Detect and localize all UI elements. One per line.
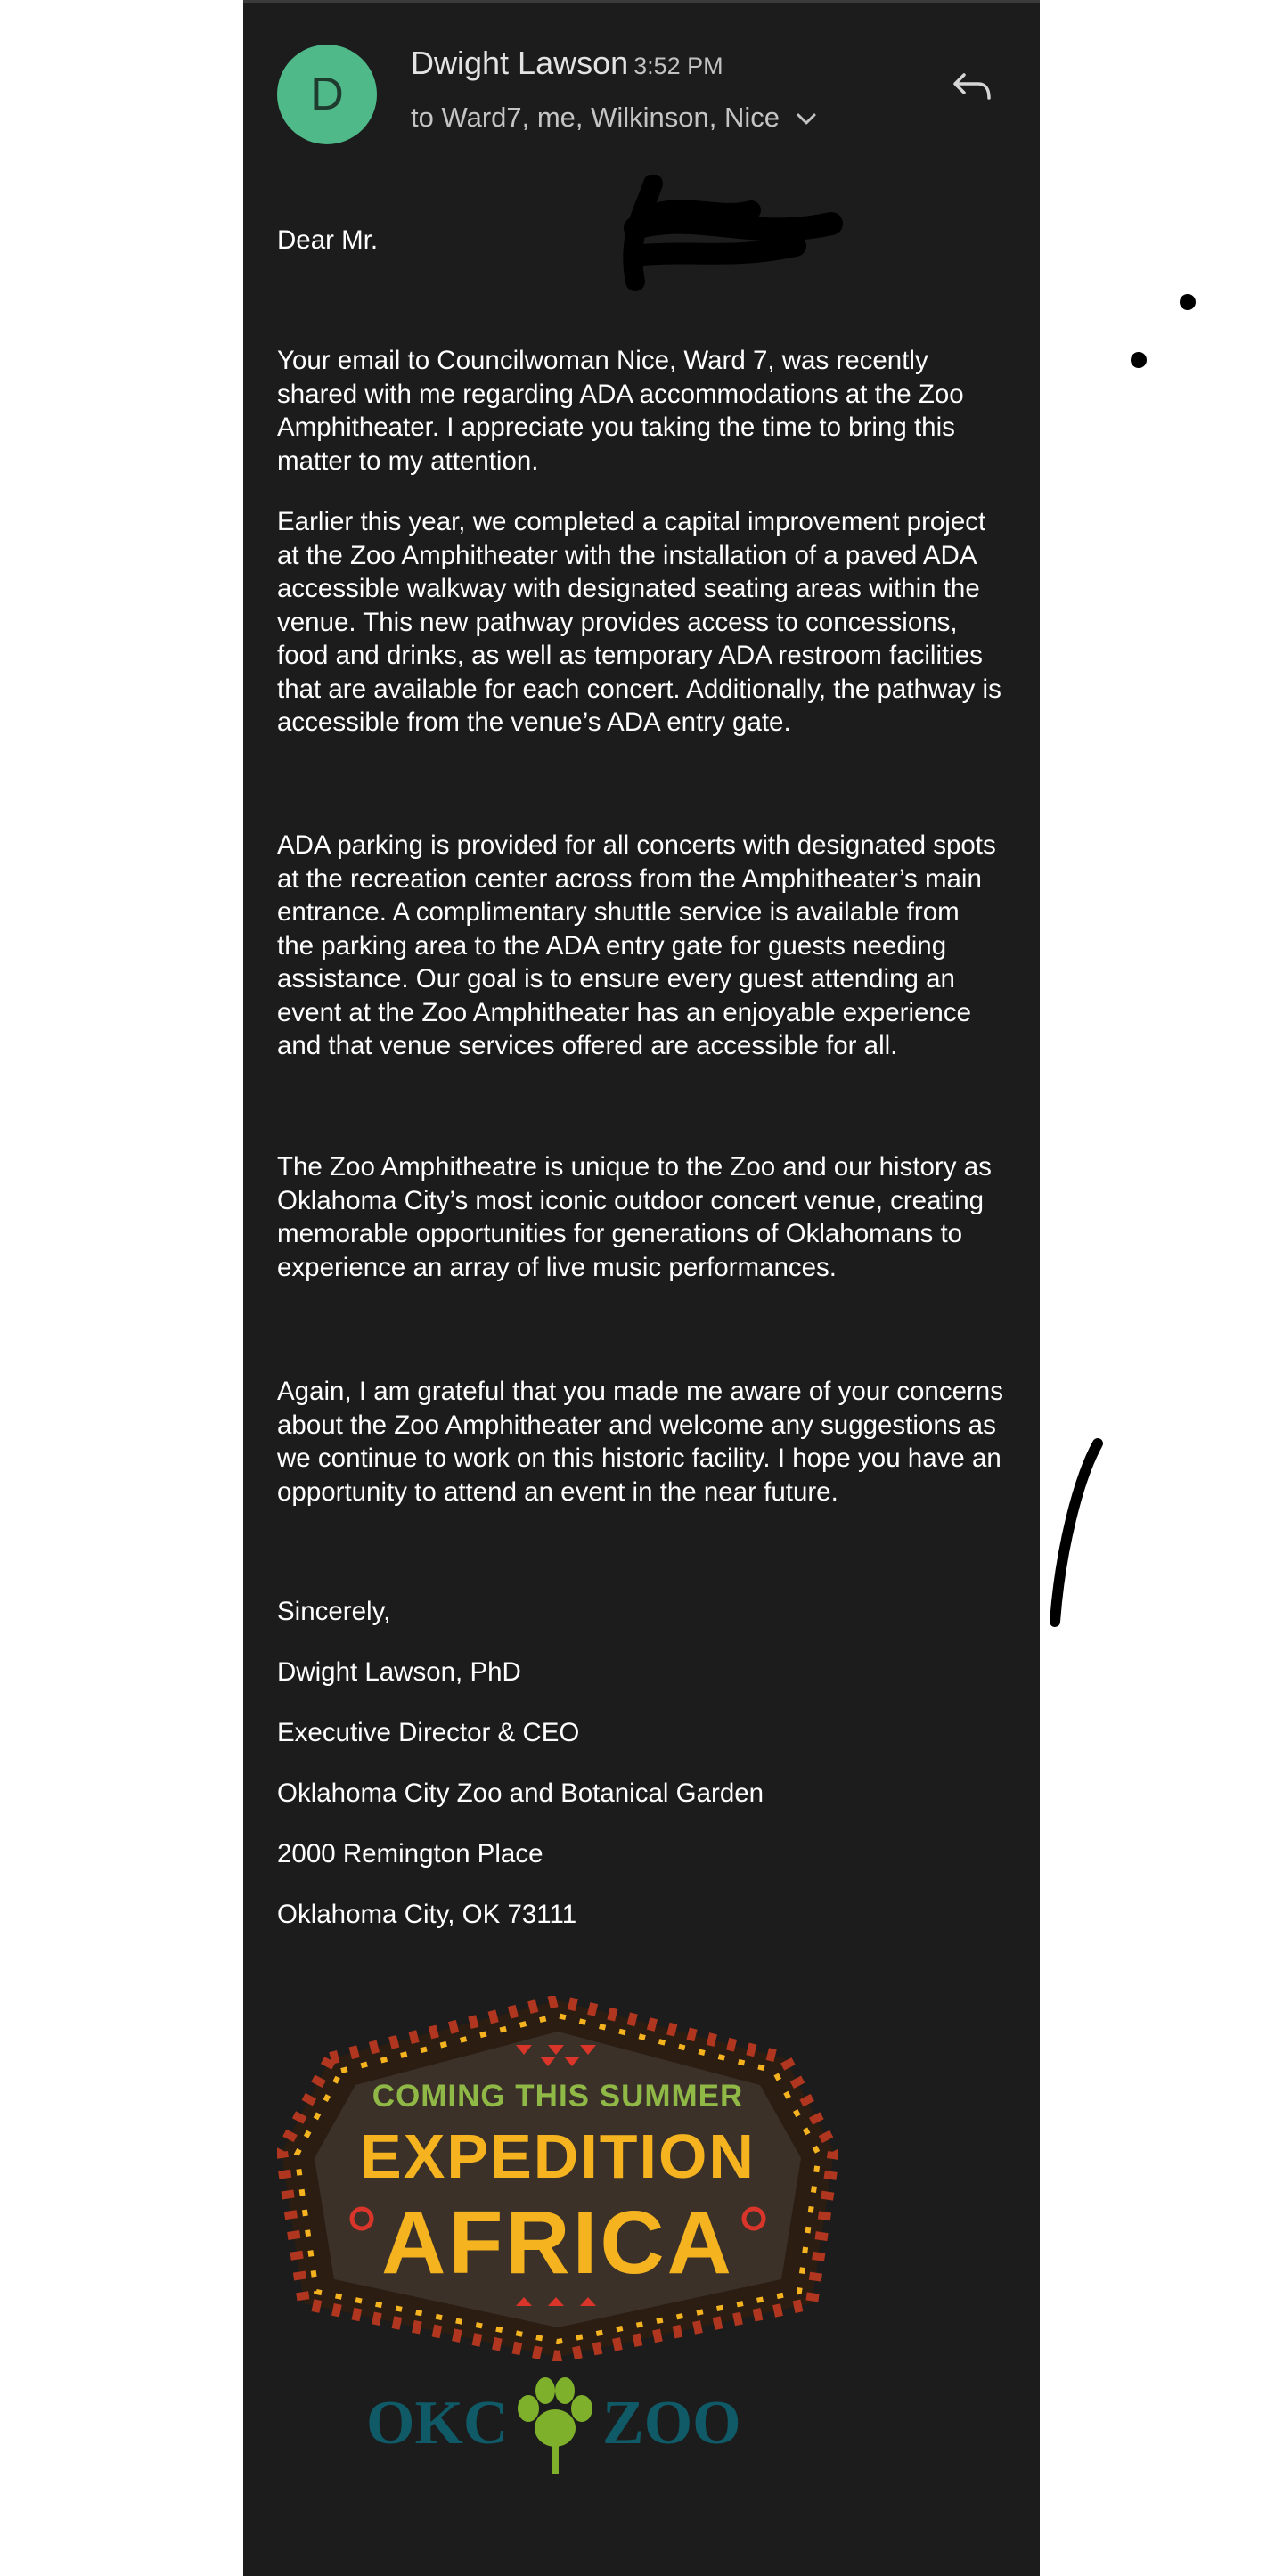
okc-zoo-wordmark-okc: OKC [366,2389,509,2457]
okc-zoo-wordmark-zoo: ZOO [602,2389,741,2457]
reply-icon[interactable] [952,71,993,103]
message-time: 3:52 PM [633,53,723,79]
ink-dot [1131,352,1147,368]
signature-org: Oklahoma City Zoo and Botanical Garden [277,1779,764,1808]
ink-stroke [1055,1443,1098,1622]
paragraph-2: Earlier this year, we completed a capital improvement project at the Zoo Amphitheater with the installation of a paved ADA accessible walkway with designated seating areas within the venue. This new pathway provides access to concessions, food and drinks, as well as temporary ADA restroom facilities that are available for each concert. Additionally, the pathway is accessible from the venue’s ADA entry gate. [277,507,1001,737]
paw-icon [511,2375,600,2477]
ink-dot [1180,294,1196,310]
recipients-text: to Ward7, me, Wilkinson, Nice [411,102,780,133]
signature-city: Oklahoma City, OK 73111 [277,1900,577,1929]
signature-name: Dwight Lawson, PhD [277,1657,521,1687]
redaction-scribble [617,175,849,295]
signature-closing: Sincerely, [277,1597,391,1626]
top-divider [243,0,1040,3]
paragraph-3: ADA parking is provided for all concerts with designated spots at the recreation center across from the Amphitheater’s main entrance. A complimentary shuttle service is available from the parking area to the ADA entry gate for guests needing assistance. Our goal is to ensure every guest attending an event at the Zoo Amphitheater has an enjoyable experience and that venue services offered are accessible for all. [277,830,996,1060]
signature-street: 2000 Remington Place [277,1839,543,1869]
recipients-toggle[interactable] [411,102,816,134]
logo-tagline: COMING THIS SUMMER [372,2079,744,2114]
paragraph-5: Again, I am grateful that you made me aware of your concerns about the Zoo Amphitheater and welcome any suggestions as we continue to work on this historic facility. I hope you have an opportunity to attend an event in the near future. [277,1377,1003,1507]
salutation: Dear Mr. [277,225,379,255]
sender-avatar[interactable]: D [277,45,377,144]
signature-title: Executive Director & CEO [277,1718,580,1747]
paragraph-1: Your email to Councilwoman Nice, Ward 7, was recently shared with me regarding ADA accommodations at the Zoo Amphitheater. I appreciate you taking the time to bring this matter to my attention. [277,346,964,476]
paragraph-4: The Zoo Amphitheatre is unique to the Zoo and our history as Oklahoma City’s most iconic outdoor concert venue, creating memorable opportunities for generations of Oklahomans to experience an array of live music performances. [277,1152,992,1282]
logo-expedition: EXPEDITION [360,2122,756,2191]
expedition-africa-logo[interactable] [277,1996,838,2477]
logo-africa: AFRICA [381,2193,734,2293]
email-panel [243,0,1040,2576]
sender-line [411,45,723,82]
chevron-down-icon [797,113,816,126]
sender-name[interactable]: Dwight Lawson [411,45,629,81]
